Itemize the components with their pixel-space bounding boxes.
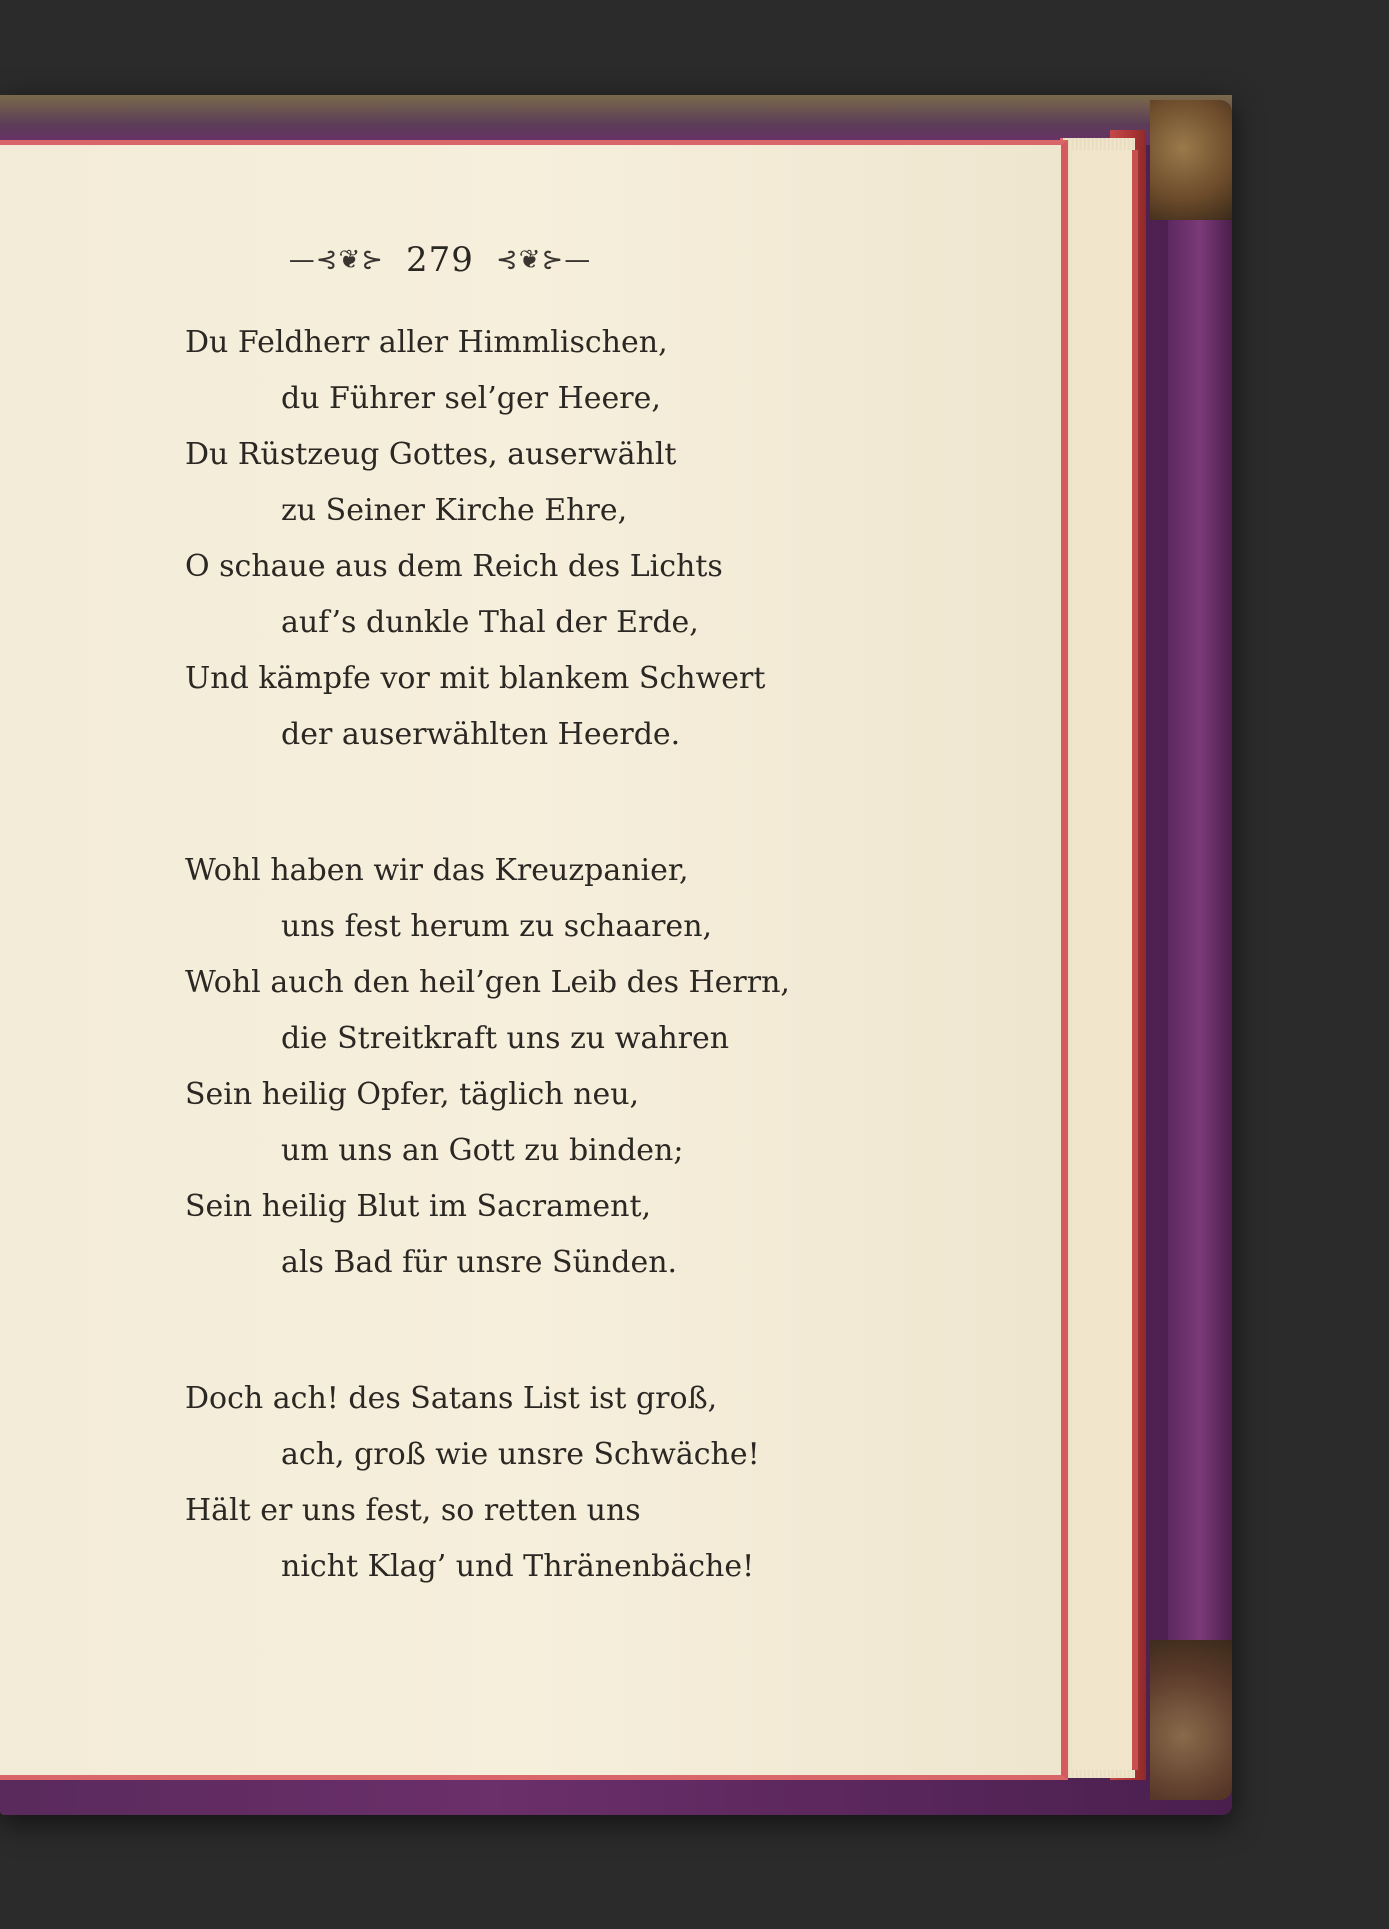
- poem-line: zu Seiner Kirche Ehre,: [281, 493, 628, 528]
- book-cover-top-edge: [0, 95, 1232, 145]
- poem-line: Wohl auch den heil’gen Leib des Herrn,: [185, 965, 790, 1000]
- poem-line: nicht Klag’ und Thränenbäche!: [281, 1549, 755, 1584]
- stanza: [185, 1371, 885, 1595]
- book-cover-right-edge: [1168, 200, 1232, 1750]
- poem-line: du Führer sel’ger Heere,: [281, 381, 661, 416]
- leather-corner-top: [1150, 100, 1232, 220]
- poem-line: Sein heilig Blut im Sacrament,: [185, 1189, 652, 1224]
- poem-line: uns fest herum zu schaaren,: [281, 909, 713, 944]
- book-page: [0, 140, 1068, 1780]
- ornament-right: ⊰❦⊱—: [495, 245, 592, 275]
- stanza: [185, 843, 885, 1291]
- page-number: 279: [406, 240, 474, 280]
- poem-line: Hält er uns fest, so retten uns: [185, 1493, 641, 1528]
- poem-line: Wohl haben wir das Kreuzpanier,: [185, 853, 689, 888]
- poem-line: der auserwählten Heerde.: [281, 717, 681, 752]
- poem-line: als Bad für unsre Sünden.: [281, 1245, 678, 1280]
- poem-line: Du Rüstzeug Gottes, auserwählt: [185, 437, 677, 472]
- poem-line: Doch ach! des Satans List ist groß,: [185, 1381, 718, 1416]
- poem-text: [185, 315, 885, 1595]
- poem-line: um uns an Gott zu binden;: [281, 1133, 684, 1168]
- poem-line: ach, groß wie unsre Schwäche!: [281, 1437, 760, 1472]
- page-block-inner: [1072, 150, 1138, 1770]
- ornament-left: —⊰❦⊱: [288, 245, 385, 275]
- poem-line: Sein heilig Opfer, täglich neu,: [185, 1077, 640, 1112]
- poem-line: O schaue aus dem Reich des Lichts: [185, 549, 723, 584]
- poem-line: die Streitkraft uns zu wahren: [281, 1021, 730, 1056]
- poem-line: Du Feldherr aller Himmlischen,: [185, 325, 668, 360]
- stanza: [185, 315, 885, 763]
- leather-corner-bottom: [1150, 1640, 1232, 1800]
- poem-line: Und kämpfe vor mit blankem Schwert: [185, 661, 766, 696]
- poem-line: auf’s dunkle Thal der Erde,: [281, 605, 699, 640]
- page-header: [280, 235, 600, 285]
